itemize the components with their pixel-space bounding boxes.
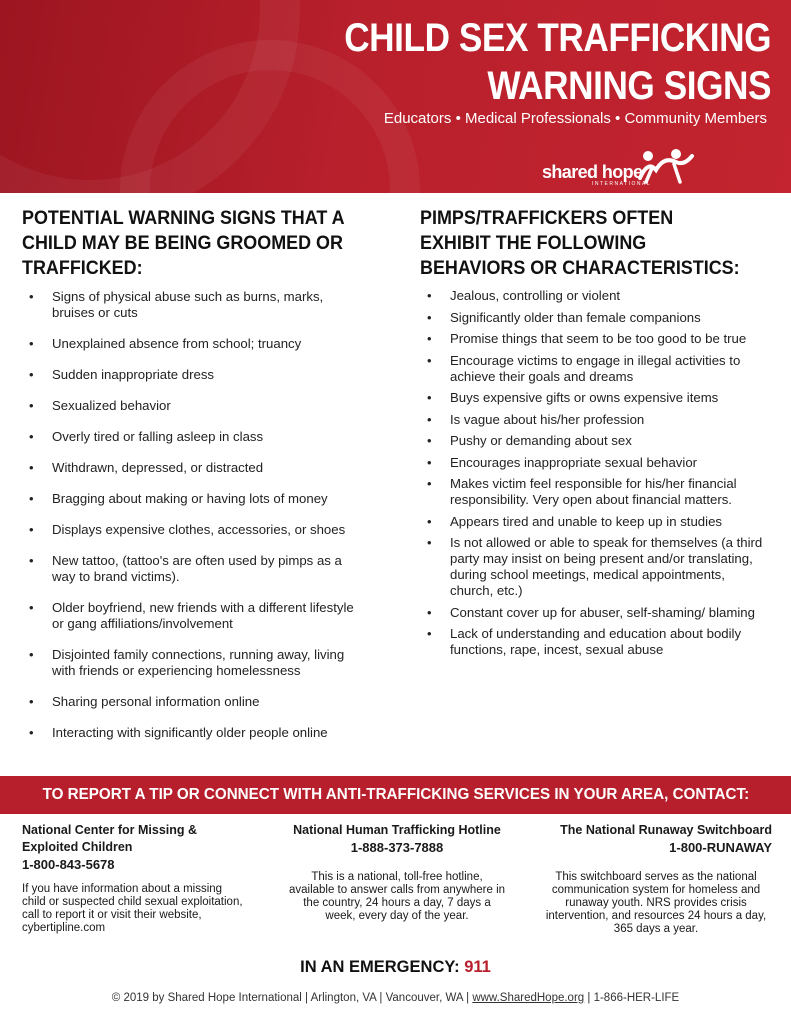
emergency-number: 911 — [464, 958, 491, 976]
heading-line: BEHAVIORS OR CHARACTERISTICS: — [420, 257, 740, 279]
footer-copyright: © 2019 by Shared Hope International | Arlington, VA | Vancouver, WA | — [111, 992, 470, 1004]
footer-website-link[interactable]: www.SharedHope.org — [472, 992, 585, 1004]
header-banner — [0, 0, 791, 193]
shared-hope-logo — [542, 148, 702, 188]
ncmec-name-line-1: National Center for Missing & — [22, 823, 198, 837]
list-item: • Older boyfriend, new friends with a different lifestyle or gang affiliations/involvement — [22, 600, 357, 632]
trafficker-behaviors-list — [420, 288, 765, 664]
contact-banner-text: TO REPORT A TIP OR CONNECT WITH ANTI-TRAFFICKING SERVICES IN YOUR AREA, CONTACT: — [42, 786, 749, 803]
list-item: • Is vague about his/her profession — [420, 412, 765, 428]
list-item: • Unexplained absence from school; truancy — [22, 336, 357, 352]
logo-subtext: INTERNATIONAL — [592, 181, 652, 187]
ncmec-name-line-2: Exploited Children — [22, 840, 133, 854]
emergency-line — [0, 958, 791, 977]
list-item: • Pushy or demanding about sex — [420, 433, 765, 449]
heading-line: PIMPS/TRAFFICKERS OFTEN — [420, 207, 674, 229]
hotline-description: This is a national, toll-free hotline, available to answer calls from anywhere in the country, 24 hours a day, 7 days a week, every day of the year. — [288, 871, 506, 922]
warning-signs-column — [22, 206, 382, 740]
page-title — [344, 14, 771, 110]
runaway-description: This switchboard serves as the national communication system for homeless and runaway youth. NRS provides crisis intervention, and resources 24 hours a day, 365 days a year. — [545, 871, 767, 935]
warning-signs-heading — [22, 206, 381, 281]
list-item: • Withdrawn, depressed, or distracted — [22, 460, 357, 476]
warning-signs-list — [22, 289, 357, 756]
heading-line: EXHIBIT THE FOLLOWING — [420, 232, 647, 254]
heading-line: TRAFFICKED: — [22, 257, 143, 279]
list-item: • Significantly older than female companions — [420, 310, 765, 326]
ncmec-contact — [22, 822, 247, 935]
emergency-label: IN AN EMERGENCY: — [300, 958, 460, 976]
runaway-phone: 1-800-RUNAWAY — [669, 840, 772, 855]
title-line-2: WARNING SIGNS — [487, 64, 771, 108]
list-item: • Overly tired or falling asleep in class — [22, 429, 357, 445]
list-item: • Lack of understanding and education about bodily functions, rape, incest, sexual abuse — [420, 626, 765, 658]
list-item: • Sexualized behavior — [22, 398, 357, 414]
list-item: • New tattoo, (tattoo's are often used by pimps as a way to brand victims). — [22, 553, 357, 585]
list-item: • Interacting with significantly older people online — [22, 725, 357, 741]
hotline-phone: 1-888-373-7888 — [350, 840, 444, 855]
heading-line: POTENTIAL WARNING SIGNS THAT A — [22, 207, 345, 229]
people-figure-icon — [632, 148, 702, 184]
footer — [0, 992, 791, 1004]
list-item: • Disjointed family connections, running away, living with friends or experiencing homelessness — [22, 647, 357, 679]
list-item: • Makes victim feel responsible for his/her financial responsibility. Very open about financial matters. — [420, 476, 765, 508]
trafficker-behaviors-column — [420, 206, 780, 657]
list-item: • Signs of physical abuse such as burns, marks, bruises or cuts — [22, 289, 357, 321]
list-item: • Encourage victims to engage in illegal activities to achieve their goals and dreams — [420, 353, 765, 385]
list-item: • Constant cover up for abuser, self-shaming/ blaming — [420, 605, 765, 621]
list-item: • Sudden inappropriate dress — [22, 367, 357, 383]
list-item: • Jealous, controlling or violent — [420, 288, 765, 304]
list-item: • Appears tired and unable to keep up in studies — [420, 514, 765, 530]
hotline-contact — [288, 822, 506, 923]
list-item: • Buys expensive gifts or owns expensive items — [420, 390, 765, 406]
list-item: • Bragging about making or having lots of money — [22, 491, 357, 507]
footer-phone: | 1-866-HER-LIFE — [587, 992, 680, 1004]
list-item: • Sharing personal information online — [22, 694, 357, 710]
list-item: • Is not allowed or able to speak for themselves (a third party may insist on being present and/or translating, during school meetings, medical appointments, church, etc.) — [420, 535, 765, 599]
runaway-contact — [540, 822, 772, 936]
title-line-1: CHILD SEX TRAFFICKING — [344, 16, 771, 60]
contact-banner — [0, 776, 791, 814]
heading-line: CHILD MAY BE BEING GROOMED OR — [22, 232, 343, 254]
hotline-name: National Human Trafficking Hotline — [293, 823, 501, 837]
trafficker-behaviors-heading — [420, 206, 779, 281]
ncmec-description: If you have information about a missing child or suspected child sexual exploitation, call to report it or visit their website, cybertipline.com — [22, 883, 243, 934]
list-item: • Promise things that seem to be too good to be true — [420, 331, 765, 347]
audience-subtitle: Educators • Medical Professionals • Community Members — [383, 110, 767, 127]
runaway-name: The National Runaway Switchboard — [560, 823, 772, 837]
ncmec-phone: 1-800-843-5678 — [22, 857, 115, 872]
logo-text: shared hope — [542, 162, 643, 182]
list-item: • Displays expensive clothes, accessories, or shoes — [22, 522, 357, 538]
list-item: • Encourages inappropriate sexual behavior — [420, 455, 765, 471]
